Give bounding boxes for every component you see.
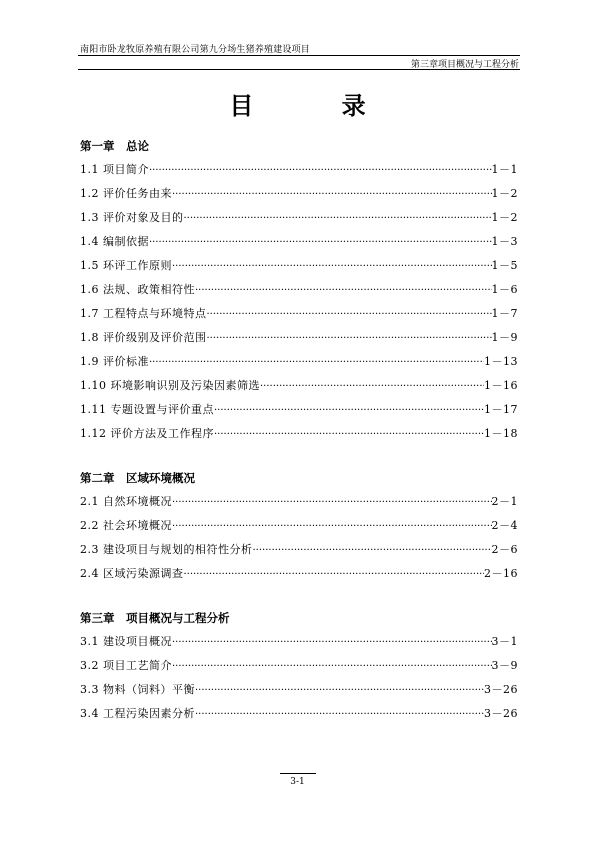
dot-leader [195, 279, 492, 303]
toc-entry[interactable] [80, 158, 518, 182]
header-project-name: 南阳市卧龙牧原养殖有限公司第九分场生猪养殖建设项目 [80, 45, 311, 55]
dot-leader [149, 231, 492, 255]
toc-entry-label: 1.12 评价方法及工作程序 [80, 427, 214, 440]
toc-entry-page: 1－13 [484, 355, 518, 368]
header-divider-lower [78, 69, 520, 70]
toc-entry-label: 1.5 环评工作原则 [80, 259, 172, 272]
toc-entry-page: 1－7 [491, 307, 518, 320]
toc-entry-page: 3－9 [491, 659, 518, 672]
table-of-contents [80, 134, 518, 726]
dot-leader [214, 399, 484, 423]
toc-entry[interactable] [80, 254, 518, 278]
toc-entry[interactable] [80, 702, 518, 726]
toc-entry[interactable] [80, 350, 518, 374]
header-divider [78, 55, 520, 56]
toc-entry[interactable] [80, 422, 518, 446]
dot-leader [149, 159, 492, 183]
dot-leader [172, 515, 492, 539]
toc-entry-page: 1－9 [491, 331, 518, 344]
toc-entry-label: 1.3 评价对象及目的 [80, 211, 184, 224]
dot-leader [172, 655, 492, 679]
toc-entry-page: 1－2 [491, 187, 518, 200]
toc-entry[interactable] [80, 182, 518, 206]
chapter-heading[interactable]: 第三章 项目概况与工程分析 [80, 611, 230, 625]
toc-entry-label: 1.2 评价任务由来 [80, 187, 172, 200]
toc-entry-label: 3.1 建设项目概况 [80, 635, 172, 648]
dot-leader [172, 631, 492, 655]
toc-entry-label: 1.8 评价级别及评价范围 [80, 331, 207, 344]
dot-leader [184, 207, 492, 231]
toc-entry-page: 1－6 [491, 283, 518, 296]
toc-entry-page: 2－16 [484, 567, 518, 580]
toc-entry-page: 1－5 [491, 259, 518, 272]
toc-entry-label: 2.4 区域污染源调查 [80, 567, 184, 580]
toc-entry-label: 1.9 评价标准 [80, 355, 149, 368]
footer-divider [280, 773, 316, 774]
toc-entry-label: 3.2 项目工艺简介 [80, 659, 172, 672]
toc-entry-page: 3－26 [484, 683, 518, 696]
toc-entry[interactable] [80, 374, 518, 398]
toc-entry-label: 1.1 项目简介 [80, 163, 149, 176]
toc-entry-label: 1.7 工程特点与环境特点 [80, 307, 207, 320]
toc-entry[interactable] [80, 514, 518, 538]
toc-entry-label: 1.11 专题设置与评价重点 [80, 403, 214, 416]
toc-entry-label: 3.3 物料（饲料）平衡 [80, 683, 195, 696]
toc-entry-label: 2.2 社会环境概况 [80, 519, 172, 532]
toc-entry[interactable] [80, 562, 518, 586]
dot-leader [184, 563, 485, 587]
toc-entry-page: 1－3 [491, 235, 518, 248]
toc-entry-page: 1－1 [491, 163, 518, 176]
dot-leader [214, 423, 484, 447]
toc-entry-page: 1－2 [491, 211, 518, 224]
toc-entry-page: 3－26 [484, 707, 518, 720]
chapter-spacer [80, 446, 518, 466]
toc-entry-label: 2.3 建设项目与规划的相符性分析 [80, 543, 253, 556]
toc-entry-label: 1.4 编制依据 [80, 235, 149, 248]
toc-entry[interactable] [80, 206, 518, 230]
toc-entry-label: 3.4 工程污染因素分析 [80, 707, 195, 720]
dot-leader [172, 491, 492, 515]
toc-entry-page: 1－16 [484, 379, 518, 392]
toc-entry-page: 2－1 [491, 495, 518, 508]
toc-entry-label: 1.6 法规、政策相符性 [80, 283, 195, 296]
toc-entry[interactable] [80, 654, 518, 678]
toc-entry-page: 2－4 [491, 519, 518, 532]
toc-entry[interactable] [80, 302, 518, 326]
toc-entry[interactable] [80, 678, 518, 702]
toc-entry-label: 2.1 自然环境概况 [80, 495, 172, 508]
toc-entry-page: 3－1 [491, 635, 518, 648]
dot-leader [195, 679, 484, 703]
toc-entry[interactable] [80, 538, 518, 562]
toc-entry[interactable] [80, 630, 518, 654]
header-chapter-name: 第三章项目概况与工程分析 [410, 60, 519, 70]
toc-entry-page: 1－17 [484, 403, 518, 416]
dot-leader [207, 327, 492, 351]
dot-leader [195, 703, 484, 727]
dot-leader [207, 303, 492, 327]
toc-entry-label: 1.10 环境影响识别及污染因素筛选 [80, 379, 260, 392]
dot-leader [172, 183, 492, 207]
chapter-heading[interactable]: 第二章 区域环境概况 [80, 471, 195, 485]
toc-entry-page: 1－18 [484, 427, 518, 440]
dot-leader [260, 375, 484, 399]
page-title: 目 录 [229, 91, 406, 120]
chapter-heading[interactable]: 第一章 总论 [80, 139, 149, 153]
toc-entry[interactable] [80, 278, 518, 302]
toc-entry[interactable] [80, 230, 518, 254]
toc-entry[interactable] [80, 490, 518, 514]
toc-entry-page: 2－6 [491, 543, 518, 556]
toc-entry[interactable] [80, 398, 518, 422]
dot-leader [172, 255, 492, 279]
dot-leader [149, 351, 484, 375]
dot-leader [253, 539, 492, 563]
chapter-spacer [80, 586, 518, 606]
page-number: 3-1 [290, 777, 305, 787]
toc-entry[interactable] [80, 326, 518, 350]
